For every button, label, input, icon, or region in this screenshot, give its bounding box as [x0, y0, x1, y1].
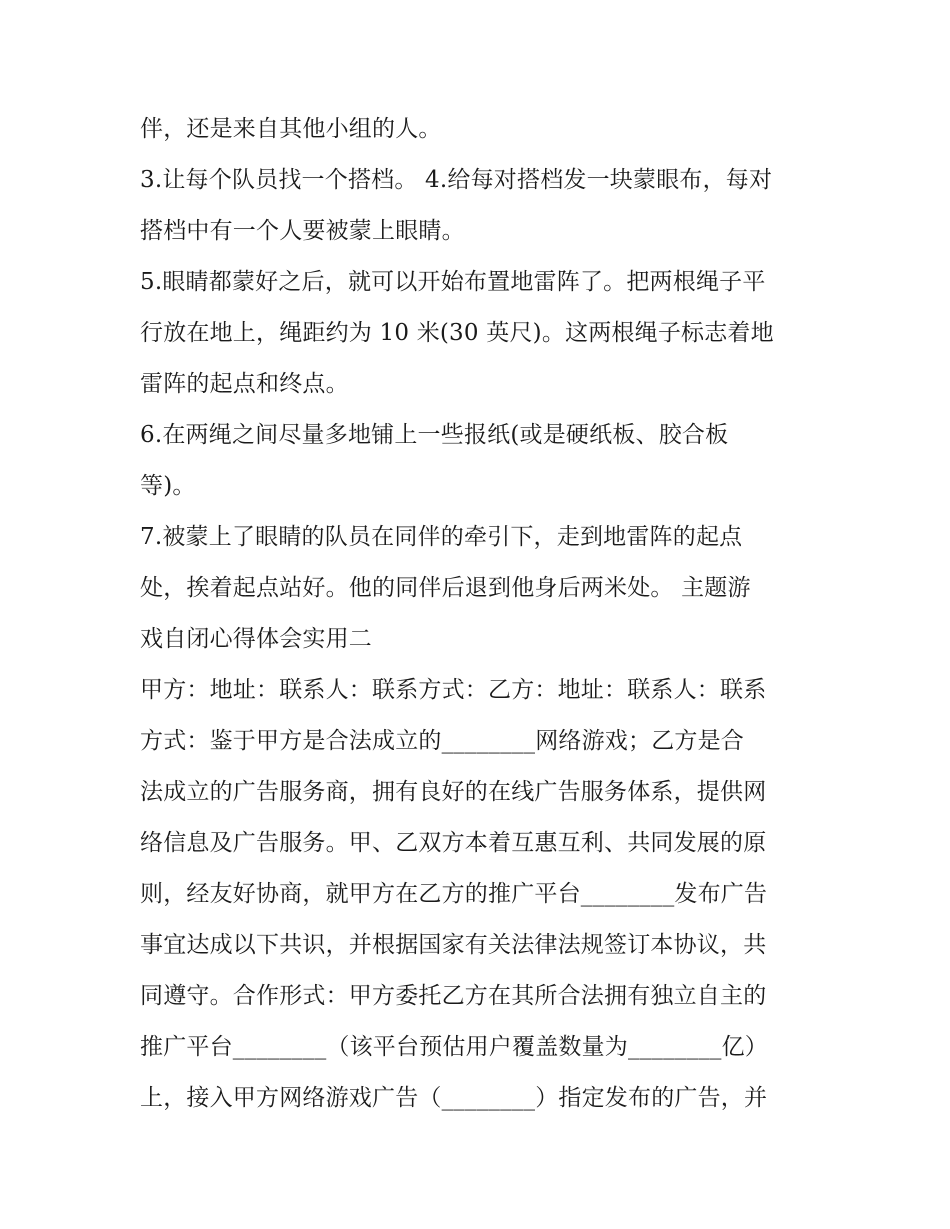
- text-line: 甲方：地址：联系人：联系方式：乙方：地址：联系人：联系: [140, 677, 767, 703]
- text-line: 3.让每个队员找一个搭档。 4.给每对搭档发一块蒙眼布，每对: [140, 167, 773, 193]
- text-line: 方式：鉴于甲方是合法成立的________网络游戏；乙方是合: [140, 728, 744, 754]
- text-line: 则，经友好协商，就甲方在乙方的推广平台________发布广告: [140, 881, 768, 907]
- text-line: 7.被蒙上了眼睛的队员在同伴的牵引下，走到地雷阵的起点: [140, 524, 743, 550]
- text-line: 等)。: [140, 473, 196, 499]
- text-line: 6.在两绳之间尽量多地铺上一些报纸(或是硬纸板、胶合板: [140, 422, 729, 448]
- text-line: 雷阵的起点和终点。: [140, 371, 349, 397]
- text-line: 上，接入甲方网络游戏广告（________）指定发布的广告，并: [140, 1085, 768, 1111]
- text-line: 事宜达成以下共识，并根据国家有关法律法规签订本协议，共: [140, 932, 767, 958]
- text-line: 推广平台________（该平台预估用户覆盖数量为________亿）: [140, 1034, 768, 1060]
- text-line: 戏自闭心得体会实用二: [140, 626, 372, 652]
- text-line: 同遵守。合作形式：甲方委托乙方在其所合法拥有独立自主的: [140, 983, 767, 1009]
- text-line: 行放在地上，绳距约为 10 米(30 英尺)。这两根绳子标志着地: [140, 320, 774, 346]
- text-line: 法成立的广告服务商，拥有良好的在线广告服务体系，提供网: [140, 779, 767, 805]
- text-line: 伴，还是来自其他小组的人。: [140, 116, 442, 142]
- document-body: [140, 104, 820, 1124]
- text-line: 络信息及广告服务。甲、乙双方本着互惠互利、共同发展的原: [140, 830, 767, 856]
- text-line: 5.眼睛都蒙好之后，就可以开始布置地雷阵了。把两根绳子平: [140, 269, 766, 295]
- text-line: 处，挨着起点站好。他的同伴后退到他身后两米处。 主题游: [140, 575, 751, 601]
- text-line: 搭档中有一个人要被蒙上眼睛。: [140, 218, 465, 244]
